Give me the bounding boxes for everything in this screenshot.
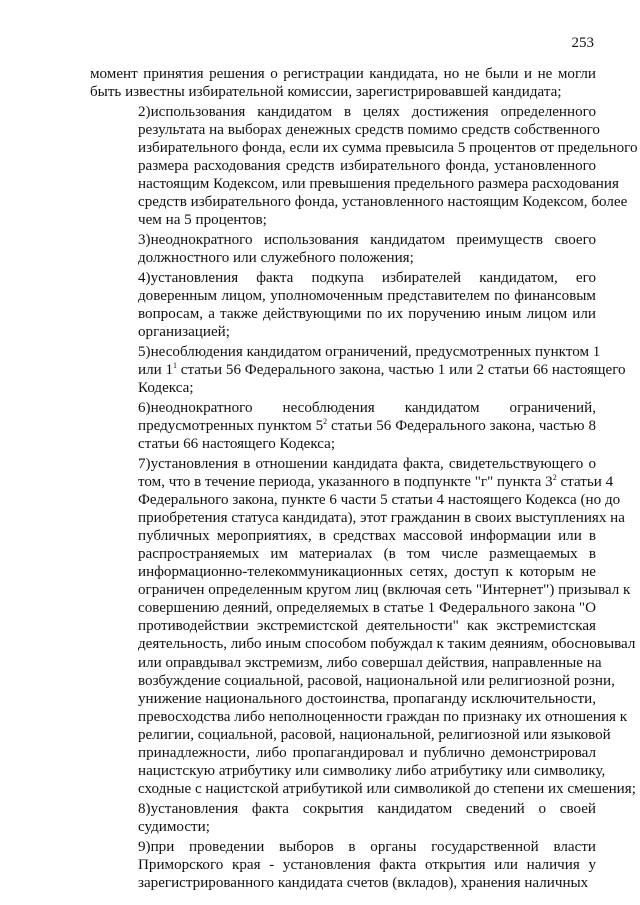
text-line: нацистскую атрибутику или символику либо атрибутику или символику, — [138, 763, 606, 780]
paragraph — [90, 269, 596, 341]
text-line: чем на 5 процентов; — [138, 212, 267, 229]
text-line: Федерального закона, пункте 6 части 5 статьи 4 настоящего Кодекса (но до — [138, 491, 621, 508]
text-line: 8)установления факта сокрытия кандидатом сведений о своей — [138, 800, 596, 817]
text-line: быть известны избирательной комиссии, зарегистрировавшей кандидата; — [90, 84, 562, 101]
paragraph — [90, 65, 596, 101]
text-line: ограничен определенным кругом лиц (включая сеть "Интернет") призывал к — [138, 582, 631, 599]
page-number: 253 — [571, 35, 594, 51]
text-line: предусмотренных пунктом $5^2$ статьи 56 Федерального закона, частью 8 — [138, 416, 596, 434]
text-line: организацией; — [138, 324, 230, 341]
text-line: совершению деяний, определяемых в статье 1 Федерального закона "О — [138, 600, 596, 617]
text-line: Приморского края - установления факта открытия или наличия у — [138, 856, 596, 873]
paragraph — [90, 399, 596, 453]
text-line: Кодекса; — [138, 379, 194, 396]
text-line: размера расходования средств избирательного фонда, установленного — [138, 158, 596, 175]
text-line: момент принятия решения о регистрации кандидата, но не были и не могли — [90, 66, 596, 82]
text-line: статьи 66 настоящего Кодекса; — [138, 435, 336, 452]
text-line: 9)при проведении выборов в органы государственной власти — [138, 838, 596, 855]
text-line: религии, социальной, расовой, национальной, религиозной или языковой — [138, 726, 611, 743]
text-line: вопросам, а также действующими по их поручению иным лицом или — [138, 306, 596, 322]
text-line: результата на выборах денежных средств помимо средств собственного — [138, 121, 600, 138]
text-line: зарегистрированного кандидата счетов (вкладов), хранения наличных — [138, 874, 589, 891]
text-line: средств избирательного фонда, установленного настоящим Кодексом, более — [138, 194, 628, 211]
text-line: или оправдывал экстремизм, либо совершал действия, направленные на — [138, 654, 602, 671]
text-line: том, что в течение периода, указанного в подпункте "г" пункта $3^2$ статьи 4 — [138, 472, 614, 490]
text-line: сходные с нацистской атрибутикой или символикой до степени их смешения; — [138, 781, 636, 798]
text-line: 5)несоблюдения кандидатом ограничений, предусмотренных пунктом 1 — [138, 343, 601, 360]
text-line: должностного или служебного положения; — [138, 250, 414, 267]
text-line: 7)установления в отношении кандидата факта, свидетельствующего о — [138, 455, 596, 472]
paragraph — [90, 838, 596, 892]
text-line: 6)неоднократного несоблюдения кандидатом ограничений, — [138, 399, 596, 416]
text-line: унижение национального достоинства, пропаганду исключительности, — [138, 690, 596, 707]
paragraph — [90, 455, 636, 799]
text-line: избирательного фонда, если их сумма превысила 5 процентов от предельного — [138, 139, 638, 156]
paragraph — [90, 231, 596, 267]
paragraph — [90, 103, 638, 230]
text-line: возбуждение социальной, расовой, национальной или религиозной розни, — [138, 672, 615, 689]
text-line: публичных мероприятиях, в средствах массовой информации или в — [138, 527, 596, 544]
text-line: деятельность, либо иным способом побуждал к таким деяниям, обосновывал — [138, 636, 636, 653]
text-line: 4)установления факта подкупа избирателей кандидатом, его — [138, 269, 596, 286]
text-line: судимости; — [138, 819, 210, 835]
text-line: противодействии экстремистской деятельности" как экстремистская — [138, 618, 596, 635]
text-line: доверенным лицом, уполномоченным представителем по финансовым — [138, 287, 596, 304]
paragraph — [90, 343, 626, 397]
text-line: 2)использования кандидатом в целях достижения определенного — [138, 103, 596, 120]
text-line: 3)неоднократного использования кандидатом преимуществ своего — [138, 232, 596, 249]
text-line: или $1^1$ статьи 56 Федерального закона, частью 1 или 2 статьи 66 настоящего — [138, 360, 626, 378]
text-line: настоящим Кодексом, или превышения предельного размера расходования — [138, 176, 619, 193]
text-line: распространяемых им материалах (в том числе размещаемых в — [138, 546, 596, 562]
text-line: превосходства либо неполноценности граждан по признаку их отношения к — [138, 708, 628, 725]
text-line: информационно-телекоммуникационных сетях, доступ к которым не — [138, 564, 596, 581]
paragraph — [90, 800, 596, 836]
document-body — [90, 65, 638, 894]
text-line: принадлежности, либо пропагандировал и публично демонстрировал — [138, 745, 596, 762]
text-line: приобретения статуса кандидата), этот гражданин в своих выступлениях на — [138, 509, 625, 526]
